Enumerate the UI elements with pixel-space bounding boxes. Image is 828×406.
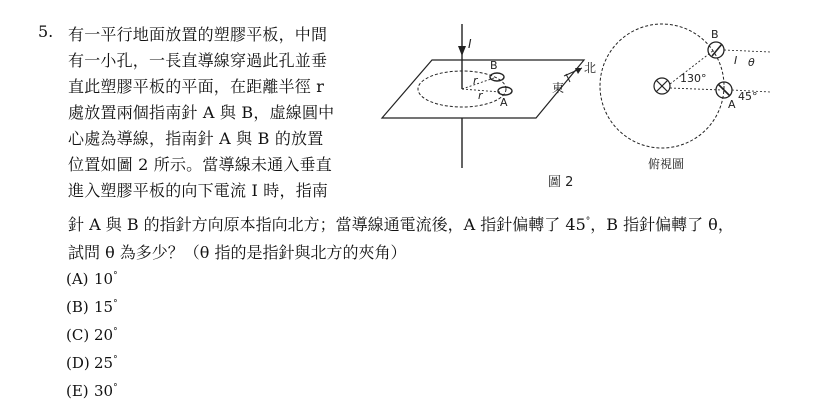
option-d-label: (D) [66,354,90,372]
east-label: 東 [552,81,565,95]
option-a-label: (A) [66,270,89,288]
current-label-top: I [734,54,738,67]
stem-line-5: 心處為導線，指南針 A 與 B 的放置 [68,129,324,148]
label-b-top: B [711,28,719,41]
stem-line-9: 試問 θ 為多少？（θ 指的是指針與北方的夾角） [68,243,407,262]
compass-b-ref [724,50,770,52]
option-b-value: 15 [94,298,114,316]
stem-line-1: 有一平行地面放置的塑膠平板，中間 [68,25,328,44]
angle-45-label: 45° [738,90,758,103]
radius-to-a [670,88,722,90]
stem-line-8-pre: 針 A 與 B 的指針方向原本指向北方；當導線通電流後，A 指針偏轉了 45 [68,215,586,234]
option-d-value: 25 [94,354,114,372]
stem-line-6: 位置如圖 2 所示。當導線未通入垂直 [68,155,332,174]
current-label: I [468,37,472,51]
option-b-label: (B) [66,298,89,316]
radius-label-2: r [478,89,483,102]
option-e-label: (E) [66,382,89,400]
compass-b-3d [490,73,504,81]
stem-line-3: 直此塑膠平板的平面，在距離半徑 r [68,77,325,96]
compass-a-3d [498,87,512,95]
option-e-value: 30 [94,382,114,400]
compass-b-needle [712,44,722,56]
question-number: 5. [38,22,54,41]
option-a-value: 10 [94,270,114,288]
theta-label: θ [748,56,755,69]
radius-label-1: r [473,74,478,87]
stem-line-2: 有一小孔，一長直導線穿過此孔並垂 [68,51,328,70]
label-a-3d: A [500,96,508,109]
option-c-label: (C) [66,326,90,344]
option-c-value: 20 [94,326,114,344]
stem-line-8-post: ，B 指針偏轉了 θ， [590,215,734,234]
label-a-top: A [728,98,736,111]
option-e-degree: ° [113,383,118,393]
stem-line-4: 處放置兩個指南針 A 與 B，虛線圓中 [68,103,335,122]
angle-130-label: 130° [680,72,707,85]
stem-line-7: 進入塑膠平板的向下電流 I 時，指南 [68,181,329,200]
degree-mark: ° [585,216,591,227]
option-b-degree: ° [113,299,118,309]
radius-line-b [462,78,494,89]
option-a-degree: ° [113,271,118,281]
option-c-degree: ° [113,327,118,337]
figure-caption: 圖 2 [548,175,574,190]
option-d-degree: ° [113,355,118,365]
top-view-label: 俯視圖 [648,157,685,171]
north-label: 北 [584,61,597,75]
label-b-3d: B [490,59,498,72]
current-arrow-icon [458,46,466,56]
